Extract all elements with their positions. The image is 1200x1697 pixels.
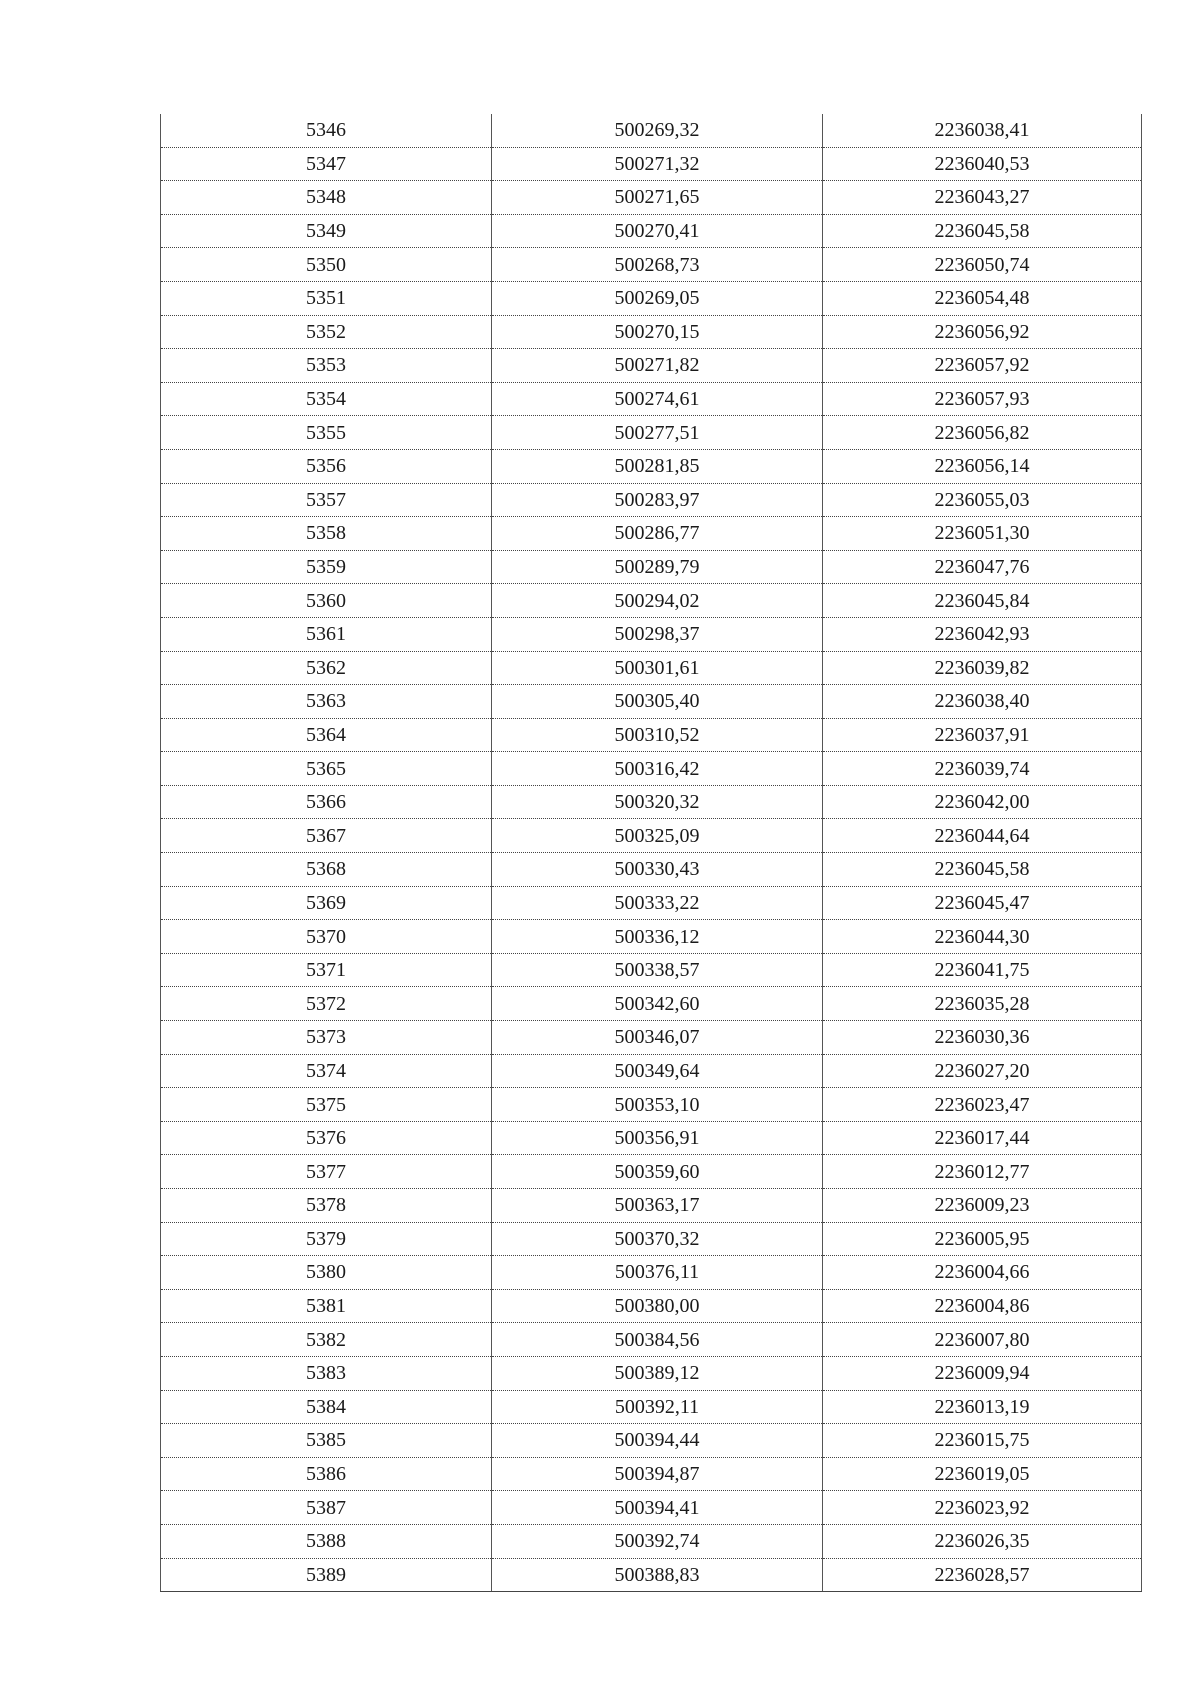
y-coordinate-cell: 2236041,75 xyxy=(823,953,1142,987)
y-coordinate-cell: 2236056,82 xyxy=(823,416,1142,450)
x-coordinate-cell: 500271,82 xyxy=(492,349,823,383)
x-coordinate-cell: 500325,09 xyxy=(492,819,823,853)
point-number-cell: 5387 xyxy=(161,1491,492,1525)
table-row xyxy=(161,214,1142,248)
point-number-cell: 5379 xyxy=(161,1222,492,1256)
x-coordinate-cell: 500270,15 xyxy=(492,315,823,349)
y-coordinate-cell: 2236050,74 xyxy=(823,248,1142,282)
y-coordinate-cell: 2236047,76 xyxy=(823,550,1142,584)
point-number-cell: 5370 xyxy=(161,920,492,954)
y-coordinate-cell: 2236045,47 xyxy=(823,886,1142,920)
y-coordinate-cell: 2236040,53 xyxy=(823,147,1142,181)
x-coordinate-cell: 500392,11 xyxy=(492,1390,823,1424)
x-coordinate-cell: 500384,56 xyxy=(492,1323,823,1357)
y-coordinate-cell: 2236044,64 xyxy=(823,819,1142,853)
table-row xyxy=(161,1256,1142,1290)
y-coordinate-cell: 2236045,58 xyxy=(823,214,1142,248)
x-coordinate-cell: 500342,60 xyxy=(492,987,823,1021)
point-number-cell: 5384 xyxy=(161,1390,492,1424)
x-coordinate-cell: 500359,60 xyxy=(492,1155,823,1189)
table-row xyxy=(161,651,1142,685)
table-row xyxy=(161,382,1142,416)
table-row xyxy=(161,1088,1142,1122)
table-row xyxy=(161,181,1142,215)
x-coordinate-cell: 500392,74 xyxy=(492,1524,823,1558)
y-coordinate-cell: 2236056,92 xyxy=(823,315,1142,349)
point-number-cell: 5361 xyxy=(161,617,492,651)
table-row xyxy=(161,416,1142,450)
point-number-cell: 5358 xyxy=(161,517,492,551)
x-coordinate-cell: 500394,41 xyxy=(492,1491,823,1525)
coordinates-table xyxy=(160,114,1142,1592)
point-number-cell: 5356 xyxy=(161,449,492,483)
x-coordinate-cell: 500277,51 xyxy=(492,416,823,450)
y-coordinate-cell: 2236005,95 xyxy=(823,1222,1142,1256)
x-coordinate-cell: 500356,91 xyxy=(492,1121,823,1155)
x-coordinate-cell: 500394,87 xyxy=(492,1457,823,1491)
point-number-cell: 5355 xyxy=(161,416,492,450)
table-row xyxy=(161,886,1142,920)
table-row xyxy=(161,617,1142,651)
table-row xyxy=(161,315,1142,349)
y-coordinate-cell: 2236042,93 xyxy=(823,617,1142,651)
x-coordinate-cell: 500283,97 xyxy=(492,483,823,517)
y-coordinate-cell: 2236019,05 xyxy=(823,1457,1142,1491)
y-coordinate-cell: 2236043,27 xyxy=(823,181,1142,215)
point-number-cell: 5367 xyxy=(161,819,492,853)
point-number-cell: 5380 xyxy=(161,1256,492,1290)
x-coordinate-cell: 500269,32 xyxy=(492,114,823,147)
point-number-cell: 5351 xyxy=(161,281,492,315)
point-number-cell: 5386 xyxy=(161,1457,492,1491)
point-number-cell: 5349 xyxy=(161,214,492,248)
x-coordinate-cell: 500320,32 xyxy=(492,785,823,819)
table-row xyxy=(161,1491,1142,1525)
y-coordinate-cell: 2236056,14 xyxy=(823,449,1142,483)
x-coordinate-cell: 500370,32 xyxy=(492,1222,823,1256)
table-row xyxy=(161,449,1142,483)
table-row xyxy=(161,785,1142,819)
table-row xyxy=(161,1155,1142,1189)
table-row xyxy=(161,987,1142,1021)
x-coordinate-cell: 500274,61 xyxy=(492,382,823,416)
point-number-cell: 5348 xyxy=(161,181,492,215)
x-coordinate-cell: 500394,44 xyxy=(492,1424,823,1458)
point-number-cell: 5371 xyxy=(161,953,492,987)
table-row xyxy=(161,1121,1142,1155)
point-number-cell: 5362 xyxy=(161,651,492,685)
point-number-cell: 5346 xyxy=(161,114,492,147)
point-number-cell: 5372 xyxy=(161,987,492,1021)
table-row xyxy=(161,147,1142,181)
x-coordinate-cell: 500389,12 xyxy=(492,1356,823,1390)
table-row xyxy=(161,819,1142,853)
table-row xyxy=(161,248,1142,282)
point-number-cell: 5350 xyxy=(161,248,492,282)
point-number-cell: 5369 xyxy=(161,886,492,920)
point-number-cell: 5375 xyxy=(161,1088,492,1122)
y-coordinate-cell: 2236028,57 xyxy=(823,1558,1142,1592)
x-coordinate-cell: 500305,40 xyxy=(492,685,823,719)
table-row xyxy=(161,1189,1142,1223)
point-number-cell: 5357 xyxy=(161,483,492,517)
y-coordinate-cell: 2236004,66 xyxy=(823,1256,1142,1290)
point-number-cell: 5385 xyxy=(161,1424,492,1458)
table-row xyxy=(161,1356,1142,1390)
x-coordinate-cell: 500349,64 xyxy=(492,1054,823,1088)
y-coordinate-cell: 2236035,28 xyxy=(823,987,1142,1021)
y-coordinate-cell: 2236057,93 xyxy=(823,382,1142,416)
x-coordinate-cell: 500289,79 xyxy=(492,550,823,584)
point-number-cell: 5353 xyxy=(161,349,492,383)
y-coordinate-cell: 2236013,19 xyxy=(823,1390,1142,1424)
x-coordinate-cell: 500271,32 xyxy=(492,147,823,181)
table-row xyxy=(161,920,1142,954)
point-number-cell: 5359 xyxy=(161,550,492,584)
y-coordinate-cell: 2236055,03 xyxy=(823,483,1142,517)
table-row xyxy=(161,1424,1142,1458)
point-number-cell: 5347 xyxy=(161,147,492,181)
x-coordinate-cell: 500298,37 xyxy=(492,617,823,651)
x-coordinate-cell: 500376,11 xyxy=(492,1256,823,1290)
point-number-cell: 5388 xyxy=(161,1524,492,1558)
point-number-cell: 5374 xyxy=(161,1054,492,1088)
coordinates-table-body xyxy=(161,114,1142,1592)
x-coordinate-cell: 500363,17 xyxy=(492,1189,823,1223)
table-row xyxy=(161,718,1142,752)
y-coordinate-cell: 2236023,92 xyxy=(823,1491,1142,1525)
y-coordinate-cell: 2236057,92 xyxy=(823,349,1142,383)
table-row xyxy=(161,483,1142,517)
x-coordinate-cell: 500268,73 xyxy=(492,248,823,282)
table-row xyxy=(161,1054,1142,1088)
x-coordinate-cell: 500269,05 xyxy=(492,281,823,315)
table-row xyxy=(161,1222,1142,1256)
x-coordinate-cell: 500271,65 xyxy=(492,181,823,215)
y-coordinate-cell: 2236030,36 xyxy=(823,1021,1142,1055)
y-coordinate-cell: 2236017,44 xyxy=(823,1121,1142,1155)
table-row xyxy=(161,517,1142,551)
table-row xyxy=(161,114,1142,147)
table-row xyxy=(161,752,1142,786)
point-number-cell: 5382 xyxy=(161,1323,492,1357)
point-number-cell: 5378 xyxy=(161,1189,492,1223)
y-coordinate-cell: 2236027,20 xyxy=(823,1054,1142,1088)
x-coordinate-cell: 500301,61 xyxy=(492,651,823,685)
y-coordinate-cell: 2236045,84 xyxy=(823,584,1142,618)
table-row xyxy=(161,281,1142,315)
point-number-cell: 5373 xyxy=(161,1021,492,1055)
point-number-cell: 5363 xyxy=(161,685,492,719)
y-coordinate-cell: 2236007,80 xyxy=(823,1323,1142,1357)
point-number-cell: 5383 xyxy=(161,1356,492,1390)
point-number-cell: 5381 xyxy=(161,1289,492,1323)
point-number-cell: 5352 xyxy=(161,315,492,349)
x-coordinate-cell: 500346,07 xyxy=(492,1021,823,1055)
y-coordinate-cell: 2236012,77 xyxy=(823,1155,1142,1189)
table-row xyxy=(161,1558,1142,1592)
x-coordinate-cell: 500338,57 xyxy=(492,953,823,987)
y-coordinate-cell: 2236038,41 xyxy=(823,114,1142,147)
table-row xyxy=(161,853,1142,887)
y-coordinate-cell: 2236026,35 xyxy=(823,1524,1142,1558)
y-coordinate-cell: 2236037,91 xyxy=(823,718,1142,752)
table-row xyxy=(161,1457,1142,1491)
x-coordinate-cell: 500353,10 xyxy=(492,1088,823,1122)
table-row xyxy=(161,685,1142,719)
y-coordinate-cell: 2236054,48 xyxy=(823,281,1142,315)
point-number-cell: 5364 xyxy=(161,718,492,752)
point-number-cell: 5377 xyxy=(161,1155,492,1189)
x-coordinate-cell: 500333,22 xyxy=(492,886,823,920)
table-row xyxy=(161,1323,1142,1357)
point-number-cell: 5360 xyxy=(161,584,492,618)
x-coordinate-cell: 500281,85 xyxy=(492,449,823,483)
y-coordinate-cell: 2236051,30 xyxy=(823,517,1142,551)
x-coordinate-cell: 500388,83 xyxy=(492,1558,823,1592)
point-number-cell: 5365 xyxy=(161,752,492,786)
table-row xyxy=(161,1021,1142,1055)
y-coordinate-cell: 2236045,58 xyxy=(823,853,1142,887)
x-coordinate-cell: 500286,77 xyxy=(492,517,823,551)
table-row xyxy=(161,1289,1142,1323)
y-coordinate-cell: 2236009,23 xyxy=(823,1189,1142,1223)
point-number-cell: 5354 xyxy=(161,382,492,416)
y-coordinate-cell: 2236004,86 xyxy=(823,1289,1142,1323)
y-coordinate-cell: 2236009,94 xyxy=(823,1356,1142,1390)
point-number-cell: 5366 xyxy=(161,785,492,819)
point-number-cell: 5376 xyxy=(161,1121,492,1155)
table-row xyxy=(161,1390,1142,1424)
table-row xyxy=(161,584,1142,618)
x-coordinate-cell: 500310,52 xyxy=(492,718,823,752)
y-coordinate-cell: 2236038,40 xyxy=(823,685,1142,719)
x-coordinate-cell: 500316,42 xyxy=(492,752,823,786)
y-coordinate-cell: 2236042,00 xyxy=(823,785,1142,819)
y-coordinate-cell: 2236039,82 xyxy=(823,651,1142,685)
table-row xyxy=(161,550,1142,584)
y-coordinate-cell: 2236023,47 xyxy=(823,1088,1142,1122)
x-coordinate-cell: 500294,02 xyxy=(492,584,823,618)
x-coordinate-cell: 500336,12 xyxy=(492,920,823,954)
coordinates-table-wrapper xyxy=(160,114,1141,1592)
table-row xyxy=(161,953,1142,987)
x-coordinate-cell: 500380,00 xyxy=(492,1289,823,1323)
x-coordinate-cell: 500270,41 xyxy=(492,214,823,248)
x-coordinate-cell: 500330,43 xyxy=(492,853,823,887)
y-coordinate-cell: 2236039,74 xyxy=(823,752,1142,786)
y-coordinate-cell: 2236044,30 xyxy=(823,920,1142,954)
table-row xyxy=(161,1524,1142,1558)
table-row xyxy=(161,349,1142,383)
point-number-cell: 5368 xyxy=(161,853,492,887)
point-number-cell: 5389 xyxy=(161,1558,492,1592)
y-coordinate-cell: 2236015,75 xyxy=(823,1424,1142,1458)
